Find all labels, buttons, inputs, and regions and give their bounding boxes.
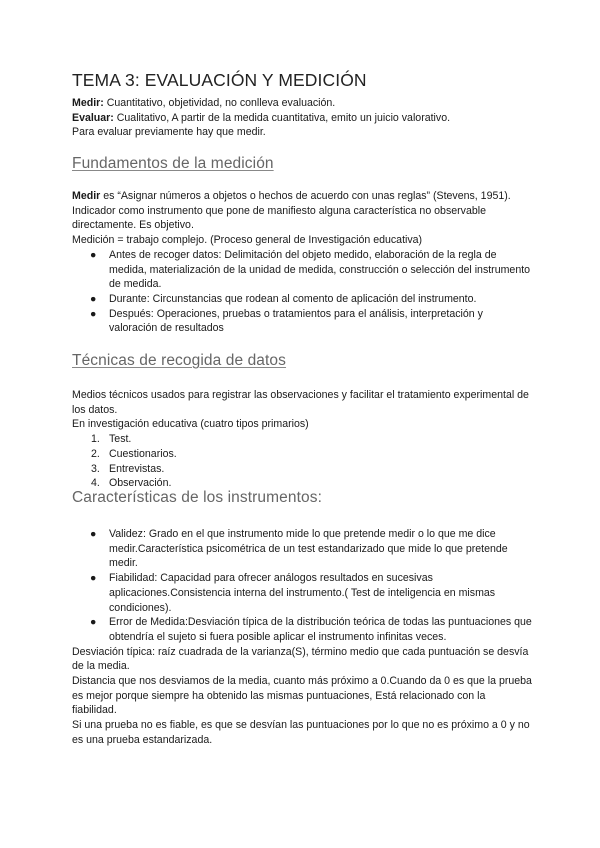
list-item [72, 527, 532, 571]
section-heading-fundamentos: Fundamentos de la medición [72, 155, 274, 172]
evaluar-label: Evaluar: [72, 111, 114, 124]
caracteristicas-block [72, 527, 532, 748]
bullet-icon: ● [90, 528, 97, 540]
evaluar-text: Cualitativo, A partir de la medida cuantitativa, emito un juicio valorativo. [113, 111, 451, 124]
list-item [72, 248, 532, 292]
caracteristicas-list [72, 527, 532, 645]
list-item-text: Test. [109, 433, 132, 446]
bullet-icon: ● [90, 292, 97, 305]
intro-medir [72, 96, 532, 111]
desviacion-paragraph: Desviación típica: raíz cuadrada de la varianza(S), término medio que cada puntuación se desvía de la media. [72, 645, 529, 673]
investigacion-paragraph: En investigación educativa (cuatro tipos primarios) [72, 418, 309, 431]
bullet-icon: ● [90, 616, 97, 629]
list-item-text: Cuestionarios. [109, 447, 177, 460]
indicador-paragraph: Indicador como instrumento que pone de manifiesto alguna característica no observable directamente. Es objetivo. [72, 204, 486, 232]
list-item-text: Validez: Grado en el que instrumento mide lo que pretende medir o lo que me dice medir.Característica psicométrica de un test estandarizado que mide lo que pretende medir. [109, 528, 508, 570]
fiable-paragraph: Si una prueba no es fiable, es que se desvían las puntuaciones por lo que no es próximo a 0 y no es una prueba estandarizada. [72, 719, 530, 746]
list-item-text: Durante: Circunstancias que rodean al comento de aplicación del instrumento. [109, 292, 477, 305]
intro-evaluar [72, 111, 532, 126]
list-item-text: Observación. [109, 477, 172, 490]
tecnicas-block [72, 388, 532, 491]
medios-paragraph: Medios técnicos usados para registrar las observaciones y facilitar el tratamiento experimental de los datos. [72, 389, 529, 416]
medir-bold: Medir [72, 190, 101, 202]
list-item [72, 615, 532, 644]
list-item-text: Después: Operaciones, pruebas o tratamientos para el análisis, interpretación y valoración de resultados [109, 307, 483, 335]
list-number: 2. [91, 447, 100, 460]
medir-label: Medir: [72, 97, 104, 109]
list-item [72, 292, 532, 307]
list-item-text: Entrevistas. [109, 462, 165, 475]
bullet-icon: ● [90, 307, 97, 320]
list-item-text: Fiabilidad: Capacidad para ofrecer análogos resultados en sucesivas aplicaciones.Consistencia interna del instrumento.( Test de inteligencia en mismas condiciones). [109, 572, 496, 614]
bullet-icon: ● [90, 572, 97, 585]
medir-text: Cuantitativo, objetividad, no conlleva evaluación. [103, 97, 336, 109]
distancia-paragraph: Distancia que nos desviamos de la media, cuanto más próximo a 0.Cuando da 0 es que la prueba es mejor porque siempre ha obtenido las mismas puntuaciones, Está relacionado con la fiabilidad. [72, 675, 532, 717]
list-item-text: Error de Medida:Desviación típica de la distribución teórica de todas las puntuaciones que obtendría el sujeto si fuera posible aplicar el instrumento infinitas veces. [109, 616, 532, 643]
list-number: 3. [91, 462, 100, 475]
fundamentos-block [72, 189, 532, 336]
list-item [72, 307, 532, 336]
list-item [72, 447, 532, 462]
bullet-icon: ● [90, 248, 97, 261]
page-title: TEMA 3: EVALUACIÓN Y MEDICIÓN [72, 70, 367, 90]
medir-definition [72, 189, 532, 204]
list-item [72, 571, 532, 615]
tecnicas-list [72, 432, 532, 491]
list-item [72, 432, 532, 447]
fundamentos-list [72, 248, 532, 336]
section-heading-tecnicas: Técnicas de recogida de datos [72, 352, 287, 369]
list-number: 4. [91, 477, 100, 490]
list-item-text: Antes de recoger datos: Delimitación del objeto medido, elaboración de la regla de medida, materialización de la unidad de medida, construcción o selección del instrumento de medida. [109, 248, 531, 291]
medir-definition-text: es “Asignar números a objetos o hechos de acuerdo con unas reglas” (Stevens, 1951). [100, 190, 511, 202]
intro-note: Para evaluar previamente hay que medir. [72, 126, 266, 139]
intro-block [72, 96, 532, 140]
medicion-paragraph: Medición = trabajo complejo. (Proceso general de Investigación educativa) [72, 234, 423, 247]
list-number: 1. [91, 433, 100, 446]
section-heading-caracteristicas: Características de los instrumentos: [72, 489, 322, 506]
list-item [72, 462, 532, 477]
